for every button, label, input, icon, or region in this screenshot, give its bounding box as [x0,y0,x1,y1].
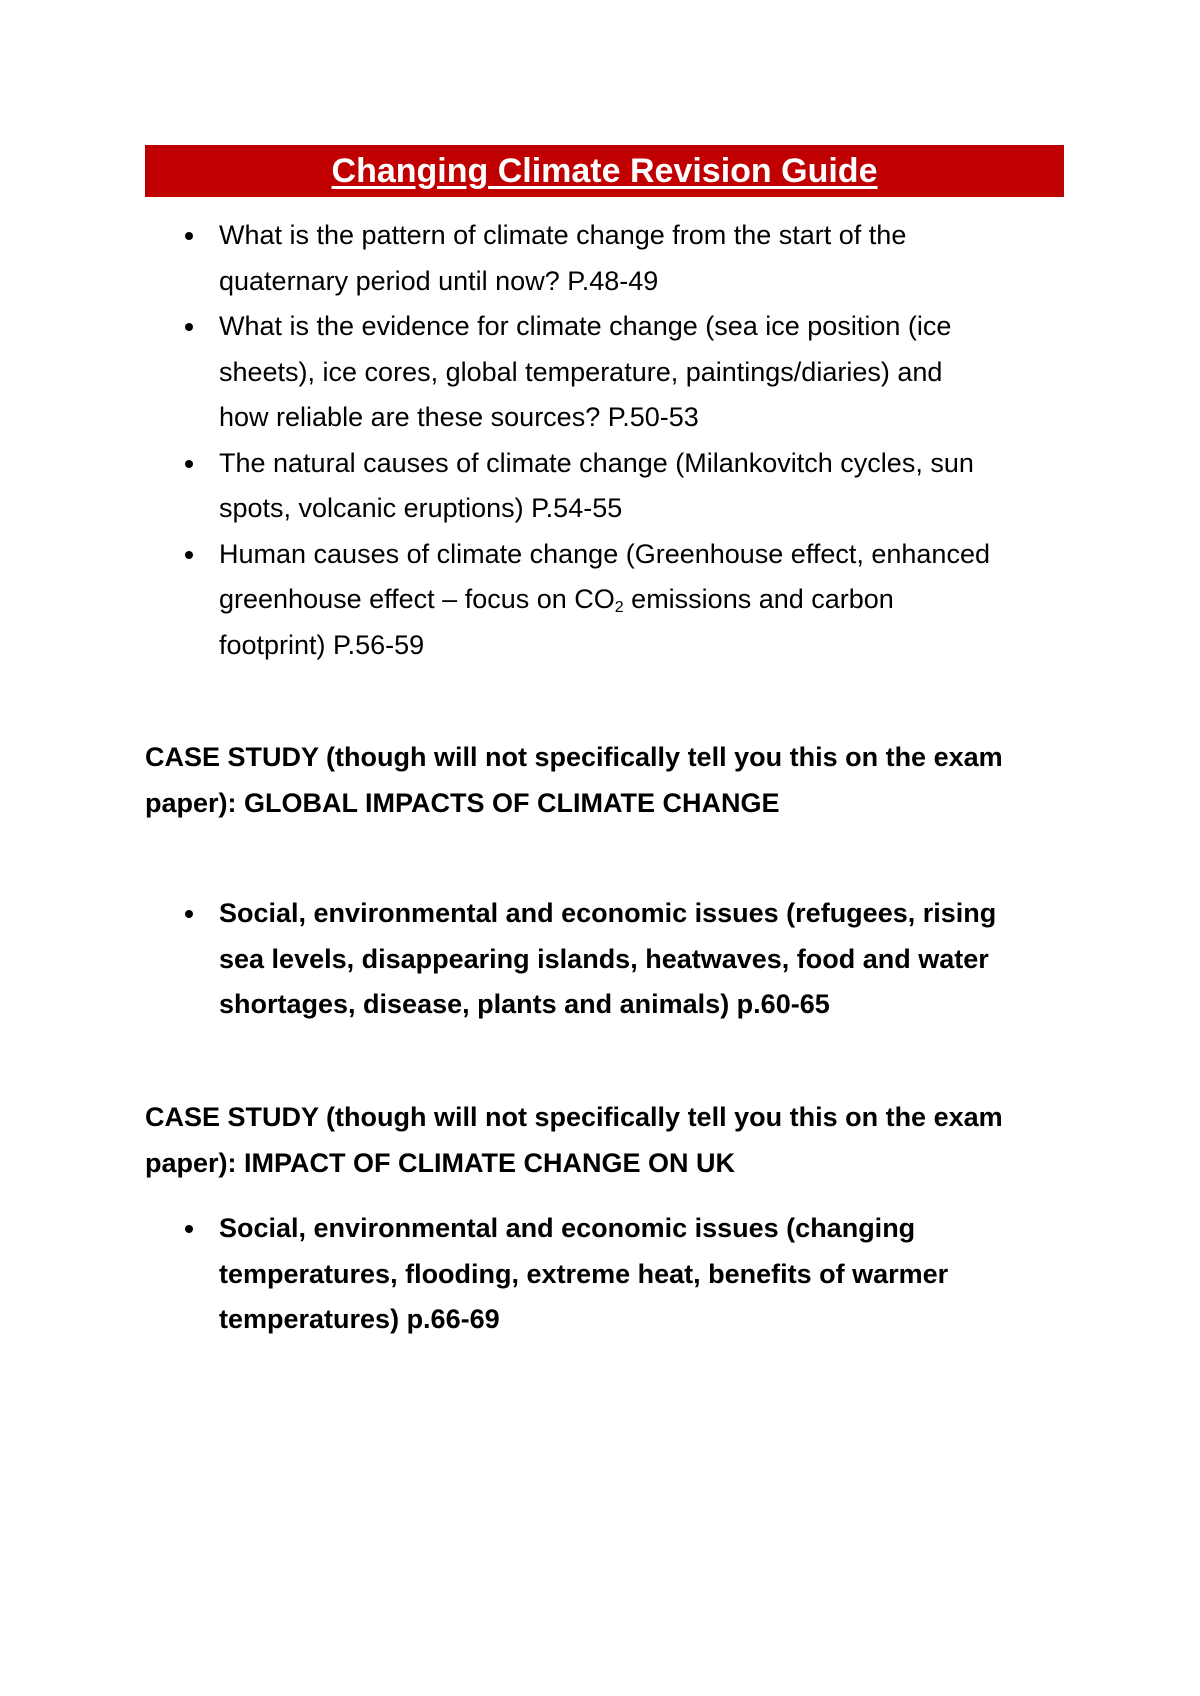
list-item [145,1206,1075,1343]
list-item [145,891,1075,1028]
case-study-text: paper) [145,787,228,818]
list-item-text: The natural causes of climate change (Milankovitch cycles, sun [219,447,974,478]
case-study-text: paper) [145,1147,228,1178]
list-item [145,213,1075,304]
bullet-icon [185,1225,193,1233]
list-item-text: sea levels, disappearing islands, heatwaves, food and water [219,943,989,974]
list-item-text: Social, environmental and economic issues (refugees, rising [219,898,997,928]
title-banner [145,145,1064,197]
case-study-heading-global [145,735,1075,826]
bullet-icon [185,460,193,468]
list-item-text: quaternary period until now? P.48-49 [219,265,659,296]
bullet-icon [185,323,193,331]
page-title: Changing Climate Revision Guide [331,152,878,190]
case-study-text: (though will not specifically tell you this on the exam [318,742,1003,772]
list-item-text: spots, volcanic eruptions) P.54-55 [219,493,623,523]
list-item-text: greenhouse effect – focus on CO [219,584,615,614]
case-study-title: : GLOBAL IMPACTS OF CLIMATE CHANGE [227,787,780,818]
bullet-icon [185,910,193,918]
case-study-list-global [145,891,1075,1028]
topic-list [145,213,1075,668]
list-item-text: shortages, disease, plants and animals) p.60-65 [219,989,830,1019]
bullet-icon [185,232,193,240]
case-study-text: (though will not specifically tell you this on the exam [318,1102,1003,1132]
list-item-text: What is the pattern of climate change from the start of the [219,220,907,250]
case-study-heading-uk [145,1095,1075,1186]
list-item-text: emissions and carbon [623,584,894,614]
list-item-text: What is the evidence for climate change (sea ice position (ice [219,311,952,341]
list-item [145,532,1075,669]
case-study-list-uk [145,1206,1075,1343]
case-study-title: : IMPACT OF CLIMATE CHANGE ON UK [227,1147,735,1178]
list-item-text: footprint) P.56-59 [219,629,425,660]
list-item-text: Human causes of climate change (Greenhouse effect, enhanced [219,538,990,569]
list-item-text: temperatures, flooding, extreme heat, benefits of warmer [219,1258,949,1289]
case-study-label: CASE STUDY [145,742,319,772]
list-item-text: sheets), ice cores, global temperature, paintings/diaries) and [219,356,943,387]
list-item-text: Social, environmental and economic issues (changing [219,1213,916,1243]
bullet-icon [185,551,193,559]
case-study-label: CASE STUDY [145,1102,319,1132]
list-item-text: how reliable are these sources? P.50-53 [219,402,699,432]
list-item [145,304,1075,441]
list-item-text: temperatures) p.66-69 [219,1304,500,1334]
subscript-text: 2 [614,599,624,616]
list-item [145,441,1075,532]
